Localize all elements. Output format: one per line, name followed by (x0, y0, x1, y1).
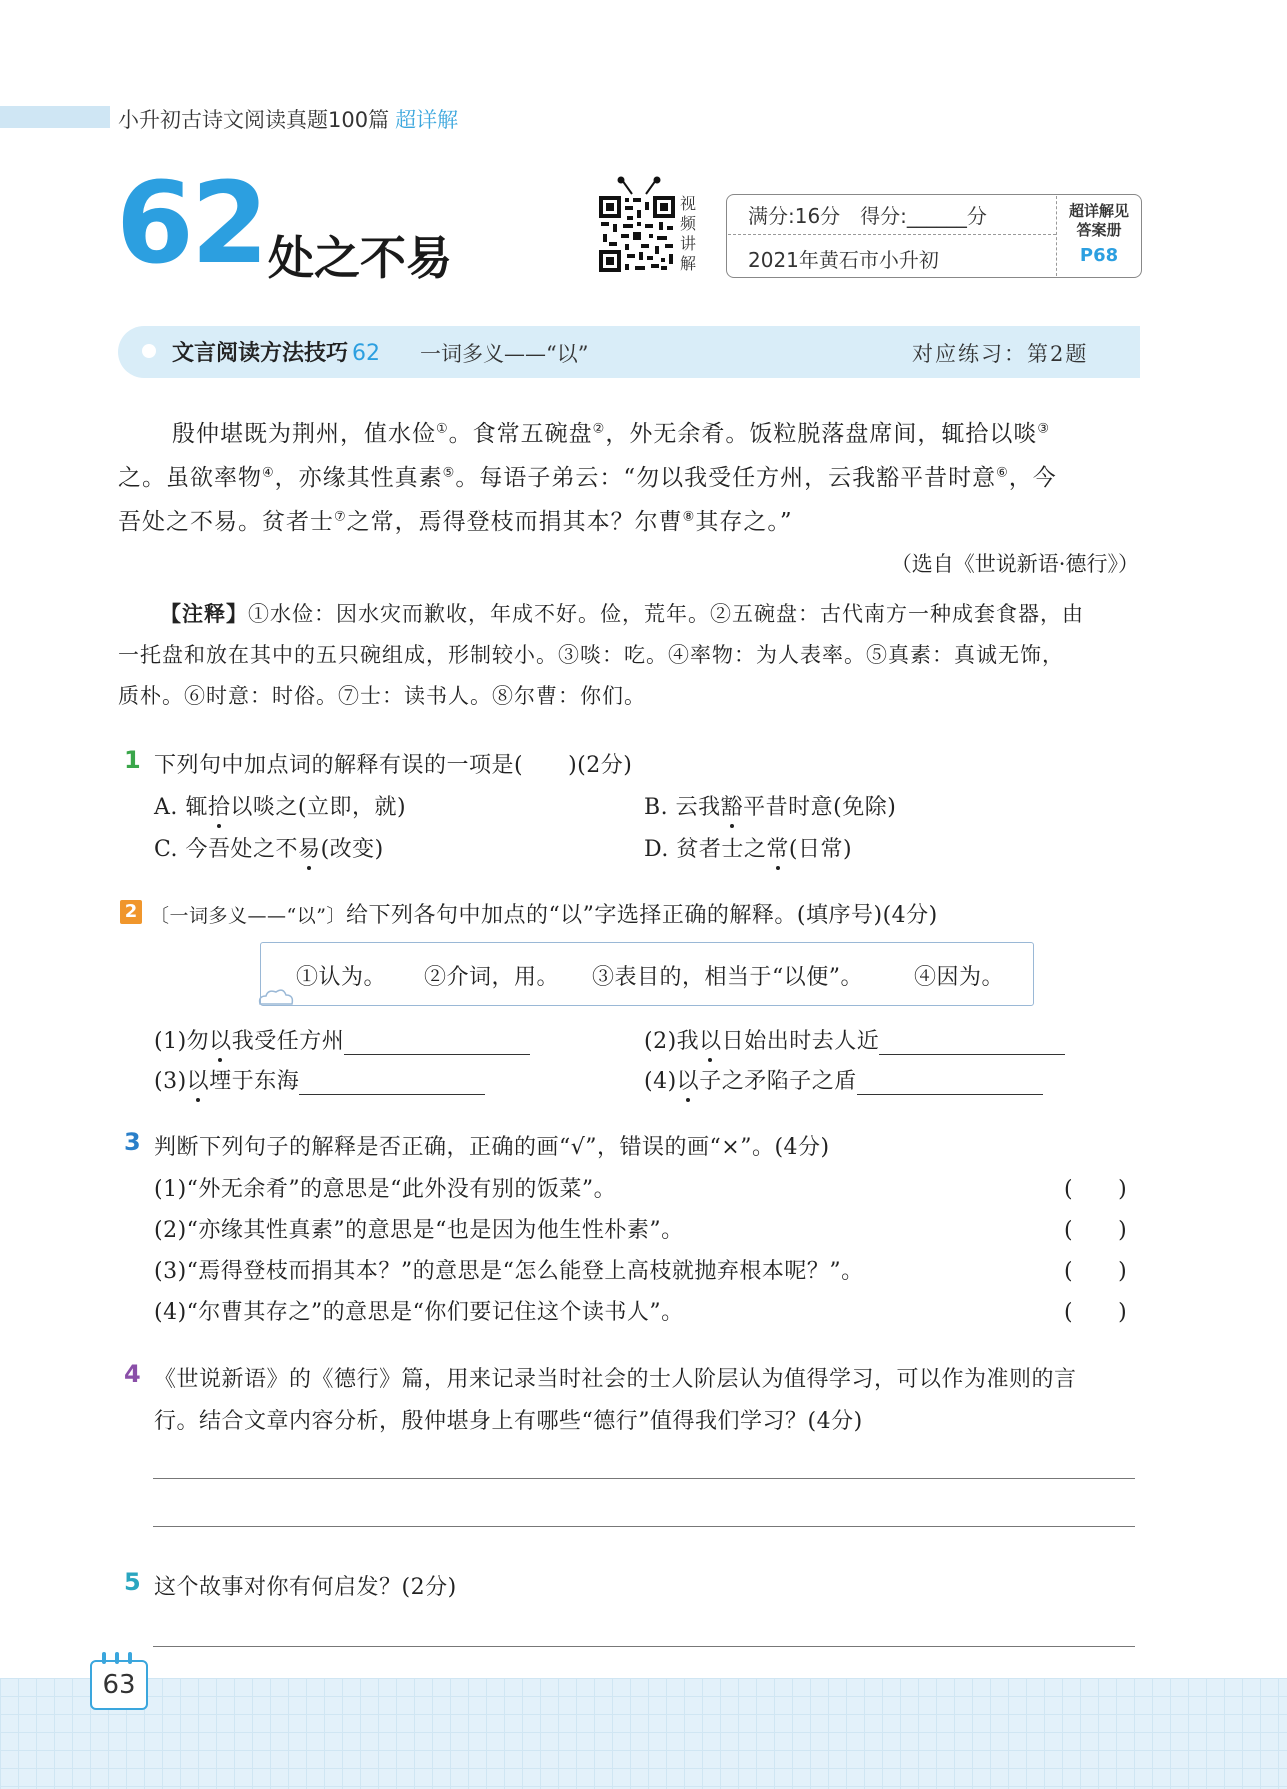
q4-answer-line-1[interactable] (153, 1478, 1135, 1479)
book-title: 小升初古诗文阅读真题100篇 超详解 (118, 108, 459, 132)
q2-blank-1[interactable] (344, 1034, 530, 1055)
q2-option-3: ③表目的，相当于“以便”。 (592, 965, 863, 990)
header-band (0, 106, 110, 128)
q2-sentence-4: (4)以子之矛陷子之盾 (644, 1064, 1043, 1095)
q3-answer-2[interactable]: ( ) (1064, 1218, 1128, 1243)
q1-option-d[interactable]: D. 贫者士之常(日常) (644, 837, 853, 862)
q3-item-1: (1)“外无余肴”的意思是“此外没有别的饭菜”。 (154, 1177, 617, 1202)
notes-line-2: 一托盘和放在其中的五只碗组成，形制较小。③啖：吃。④率物：为人表率。⑤真素：真诚无饰， (118, 643, 1064, 667)
notes-line-1: 【注释】①水俭：因水灾而歉收，年成不好。俭，荒年。②五碗盘：古代南方一种成套食器，由 (160, 602, 1084, 626)
q3-item-3: (3)“焉得登枝而捐其本？”的意思是“怎么能登上高枝就抛弃根本呢？”。 (154, 1259, 864, 1284)
q3-item-4: (4)“尔曹其存之”的意思是“你们要记住这个读书人”。 (154, 1300, 684, 1325)
antenna-icon (614, 176, 664, 196)
lesson-title: 处之不易 (268, 231, 452, 285)
q1-option-b[interactable]: B. 云我豁平昔时意(免除) (644, 795, 897, 820)
method-practice: 对应练习：第2题 (912, 342, 1089, 366)
method-topic: 一词多义——“以” (420, 342, 589, 366)
q5-number: 5 (124, 1568, 141, 1596)
answer-page: P68 (1079, 245, 1119, 266)
q1-number: 1 (124, 746, 141, 774)
q1-option-c[interactable]: C. 今吾处之不易(改变) (154, 837, 384, 862)
q2-blank-4[interactable] (857, 1074, 1043, 1095)
q2-tag: 〔一词多义——“以”〕 (150, 905, 346, 927)
passage-line-1: 殷仲堪既为荆州，值水俭①。食常五碗盘②，外无余肴。饭粒脱落盘席间，辄拾以啖③ (172, 421, 1050, 447)
q2-blank-2[interactable] (879, 1034, 1065, 1055)
method-title: 文言阅读方法技巧 62 (172, 341, 381, 366)
q3-number: 3 (124, 1128, 141, 1156)
score-vertical-divider (1056, 196, 1057, 276)
passage-line-3: 吾处之不易。贫者士⑦之常，焉得登枝而捐其本？尔曹⑧其存之。” (118, 509, 793, 535)
q2-option-4: ④因为。 (914, 965, 1005, 990)
q3-answer-1[interactable]: ( ) (1064, 1177, 1128, 1202)
qr-code-icon[interactable] (597, 194, 677, 274)
footer-grid (0, 1678, 1287, 1789)
q4-stem-line-2: 行。结合文章内容分析，殷仲堪身上有哪些“德行”值得我们学习？(4分) (154, 1409, 863, 1434)
score-divider (728, 234, 1056, 235)
qr-label: 视 频 讲 解 (680, 194, 697, 273)
q2-option-2: ②介词，用。 (424, 965, 560, 990)
q3-answer-3[interactable]: ( ) (1064, 1259, 1128, 1284)
q1-option-a[interactable]: A. 辄拾以啖之(立即，就) (154, 795, 407, 820)
q5-answer-line[interactable] (153, 1646, 1135, 1647)
q4-stem-line-1: 《世说新语》的《德行》篇，用来记录当时社会的士人阶层认为值得学习，可以作为准则的言 (154, 1367, 1077, 1392)
q3-item-2: (2)“亦缘其性真素”的意思是“也是因为他生性朴素”。 (154, 1218, 684, 1243)
q2-blank-3[interactable] (299, 1074, 485, 1095)
q2-option-1: ①认为。 (296, 965, 387, 990)
page-number: 63 (90, 1660, 148, 1710)
q4-answer-line-2[interactable] (153, 1526, 1135, 1527)
q1-stem: 下列句中加点词的解释有误的一项是( )(2分) (154, 753, 633, 778)
q4-number: 4 (124, 1360, 141, 1388)
answer-note: 超详解见 答案册 (1068, 202, 1129, 239)
notes-line-3: 质朴。⑥时意：时俗。⑦士：读书人。⑧尔曹：你们。 (118, 684, 646, 708)
passage-line-2: 之。虽欲率物④，亦缘其性真素⑤。每语子弟云：“勿以我受任方州，云我豁平昔时意⑥，今 (118, 465, 1057, 491)
q2-sentence-1: (1)勿以我受任方州 (154, 1024, 530, 1055)
notes-label: 【注释】 (160, 602, 248, 626)
passage-source: （选自《世说新语·德行》） (890, 552, 1139, 576)
banner-bullet-icon (142, 344, 156, 358)
score-source: 2021年黄石市小升初 (748, 248, 939, 272)
q3-stem: 判断下列句子的解释是否正确，正确的画“√”，错误的画“×”。(4分) (154, 1135, 830, 1160)
q2-number: 2 (120, 900, 142, 924)
method-number: 62 (352, 341, 381, 366)
q2-sentence-3: (3)以堙于东海 (154, 1064, 485, 1095)
q3-answer-4[interactable]: ( ) (1064, 1300, 1128, 1325)
book-title-highlight: 超详解 (395, 108, 459, 132)
q5-stem: 这个故事对你有何启发？(2分) (154, 1575, 457, 1600)
q2-stem: 〔一词多义——“以”〕给下列各句中加点的“以”字选择正确的解释。(填序号)(4分) (150, 903, 938, 928)
calendar-rings-icon (98, 1652, 136, 1664)
q2-sentence-2: (2)我以日始出时去人近 (644, 1024, 1065, 1055)
cloud-icon (256, 986, 296, 1008)
lesson-number: 62 (116, 159, 266, 289)
score-full-mark: 满分:16分 得分:______分 (748, 204, 987, 228)
